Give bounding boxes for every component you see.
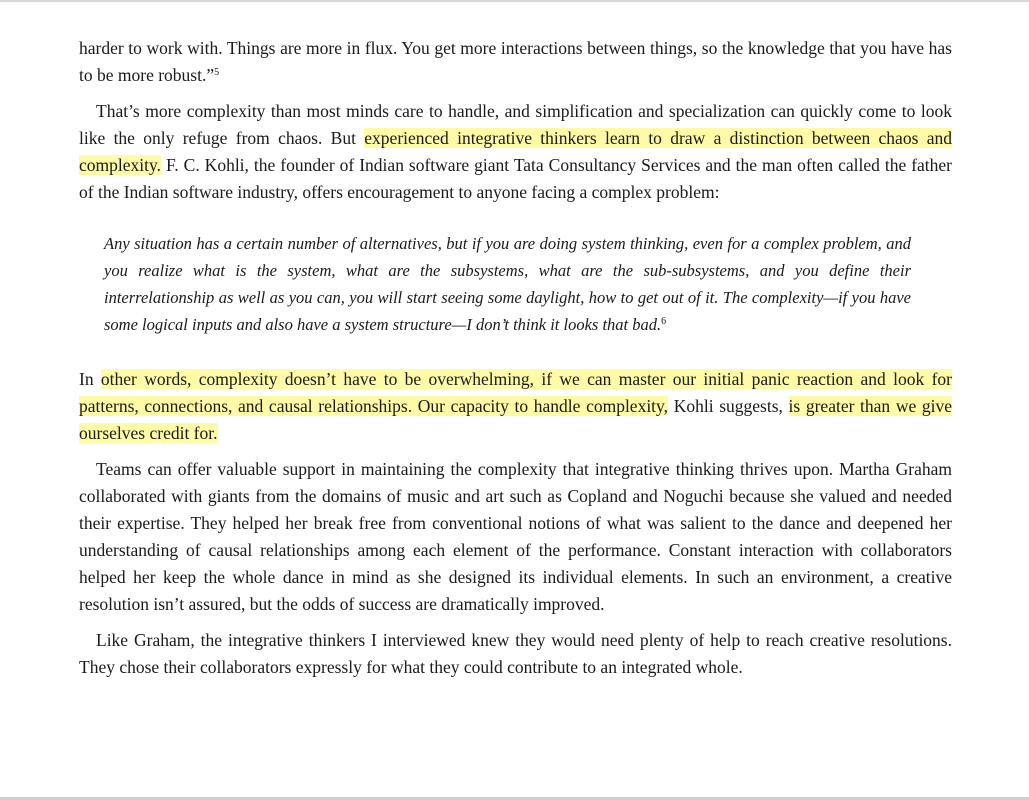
paragraph-text: harder to work with. Things are more in flux. You get more interactions between things, so the knowledge that you have has to be more robust.” (79, 38, 952, 85)
top-page-edge (0, 0, 1029, 2)
paragraph-like-graham[interactable] (79, 627, 952, 681)
paragraph-text: F. C. Kohli, the founder of Indian software giant Tata Consultancy Services and the man often called the father of the Indian software industry, offers encouragement to anyone facing a complex problem: (79, 155, 952, 202)
highlight-passage[interactable]: other words, complexity doesn’t have to be overwhelming, if we can master our initial panic reaction and look for patterns, connections, and causal relationships. Our capacity to handle complexity, (79, 369, 952, 416)
paragraph-chaos-complexity[interactable] (79, 98, 952, 206)
footnote-marker[interactable]: 5 (214, 67, 220, 78)
paragraph-text: In (79, 369, 101, 389)
paragraph-text: Like Graham, the integrative thinkers I interviewed knew they would need plenty of help to reach creative resolutions. They chose their collaborators expressly for what they could contribute to an integrated whole. (79, 630, 952, 677)
highlight-passage[interactable]: is greater than we give ourselves credit for. (79, 396, 952, 443)
paragraph-text: Teams can offer valuable support in maintaining the complexity that integrative thinking thrives upon. Martha Graham collaborated with giants from the domains of music and art such as Copland and Noguchi because she valued and needed their expertise. They helped her break free from conventional notions of what was salient to the dance and deepened her understanding of causal relationships among each element of the performance. Constant interaction with collaborators helped her keep the whole dance in mind as she designed its individual elements. In such an environment, a creative resolution isn’t assured, but the odds of success are dramatically improved. (79, 459, 952, 614)
footnote-marker[interactable]: 6 (661, 316, 667, 327)
quote-text: Any situation has a certain number of alternatives, but if you are doing system thinking, even for a complex problem, and you realize what is the system, what are the subsystems, what are the sub-subsystems, and you define their interrelationship as well as you can, you will start seeing some daylight, how to get out of it. The complexity—if you have some logical inputs and also have a system structure—I don’t think it looks that bad. (104, 234, 911, 334)
text-column[interactable] (79, 35, 952, 681)
paragraph-continuation[interactable] (79, 35, 952, 89)
paragraph-text: Kohli suggests, (668, 396, 789, 416)
block-quote[interactable] (104, 230, 911, 338)
highlight-passage[interactable]: experienced integrative thinkers learn to draw a distinction between chaos and complexity. (79, 128, 952, 175)
paragraph-text: That’s more complexity than most minds care to handle, and simplification and specialization can quickly come to look like the only refuge from chaos. But (79, 101, 952, 148)
paragraph-teams[interactable] (79, 456, 952, 618)
paragraph-other-words[interactable] (79, 366, 952, 447)
